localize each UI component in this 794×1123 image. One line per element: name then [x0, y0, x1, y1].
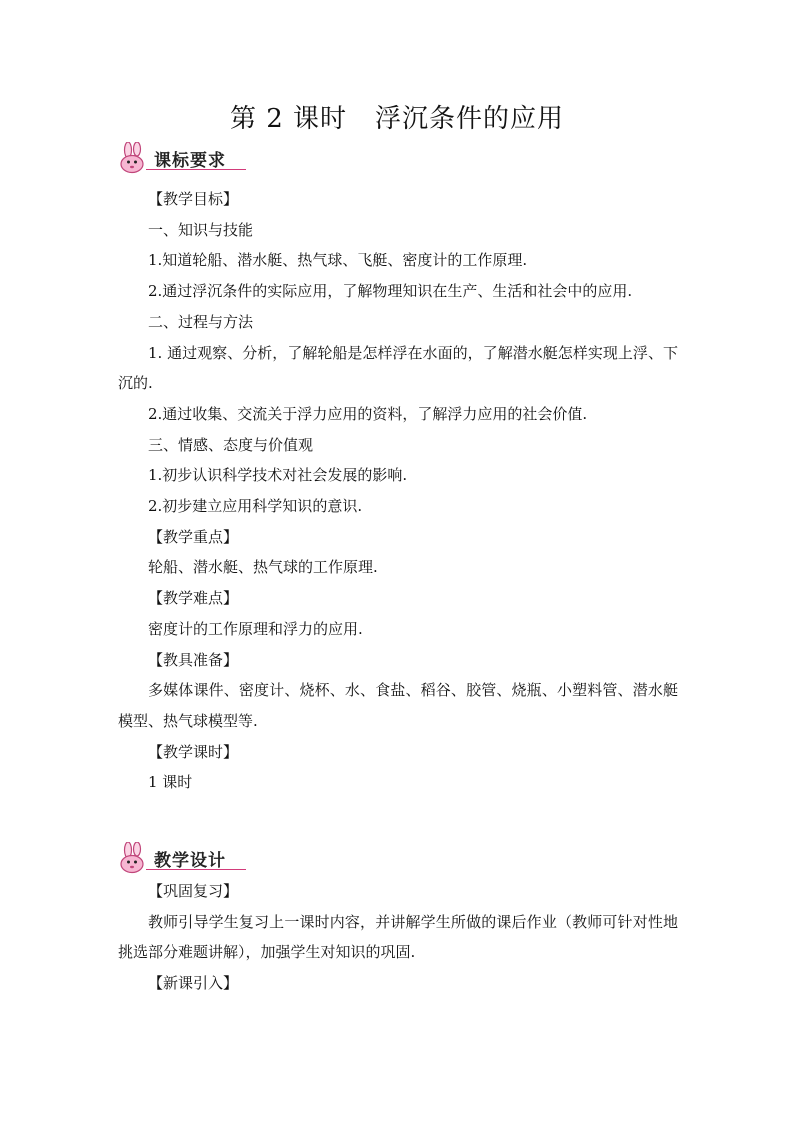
section-label: 教学设计: [154, 851, 226, 871]
teaching-design-content: [118, 876, 678, 999]
section-header-teaching-design: [116, 842, 246, 874]
paragraph: 2.初步建立应用科学知识的意识.: [148, 497, 363, 516]
paragraph: 二、过程与方法: [148, 312, 254, 331]
title-lesson-number: 第 2 课时: [229, 104, 348, 134]
curriculum-content: [118, 184, 678, 798]
paragraph: 【教学重点】: [148, 527, 239, 546]
paragraph: 轮船、潜水艇、热气球的工作原理.: [148, 558, 378, 577]
title-topic: 浮沉条件的应用: [375, 104, 565, 134]
paragraph: 教师引导学生复习上一课时内容，并讲解学生所做的课后作业（教师可针对性地挑选部分难题讲解），加强学生对知识的巩固.: [118, 912, 678, 962]
rabbit-mascot-icon: [116, 142, 150, 174]
paragraph: 【教学难点】: [148, 589, 239, 608]
paragraph: 多媒体课件、密度计、烧杯、水、食盐、稻谷、胶管、烧瓶、小塑料管、潜水艇模型、热气球模型等.: [118, 681, 678, 730]
paragraph: 【教学目标】: [148, 190, 239, 208]
paragraph: 密度计的工作原理和浮力的应用.: [148, 619, 363, 638]
paragraph: 【巩固复习】: [148, 882, 239, 900]
page-title: [0, 98, 794, 135]
paragraph: 1.初步认识科学技术对社会发展的影响.: [148, 466, 408, 485]
paragraph: 一、知识与技能: [148, 220, 254, 239]
paragraph: 2.通过浮沉条件的实际应用，了解物理知识在生产、生活和社会中的应用.: [148, 282, 633, 301]
section-header-curriculum: [116, 142, 246, 174]
paragraph: 1. 通过观察、分析，了解轮船是怎样浮在水面的，了解潜水艇怎样实现上浮、下沉的.: [118, 343, 678, 393]
paragraph: 【教学课时】: [148, 742, 239, 761]
paragraph: 1 课时: [148, 773, 193, 792]
rabbit-mascot-icon: [116, 842, 150, 874]
paragraph: 2.通过收集、交流关于浮力应用的资料，了解浮力应用的社会价值.: [148, 404, 588, 423]
paragraph: 三、情感、态度与价值观: [148, 435, 314, 454]
paragraph: 【教具准备】: [148, 650, 239, 669]
paragraph: 1.知道轮船、潜水艇、热气球、飞艇、密度计的工作原理.: [148, 251, 528, 270]
section-divider: [146, 169, 246, 170]
section-divider: [146, 869, 246, 870]
section-label: 课标要求: [154, 151, 226, 171]
paragraph: 【新课引入】: [148, 974, 239, 993]
